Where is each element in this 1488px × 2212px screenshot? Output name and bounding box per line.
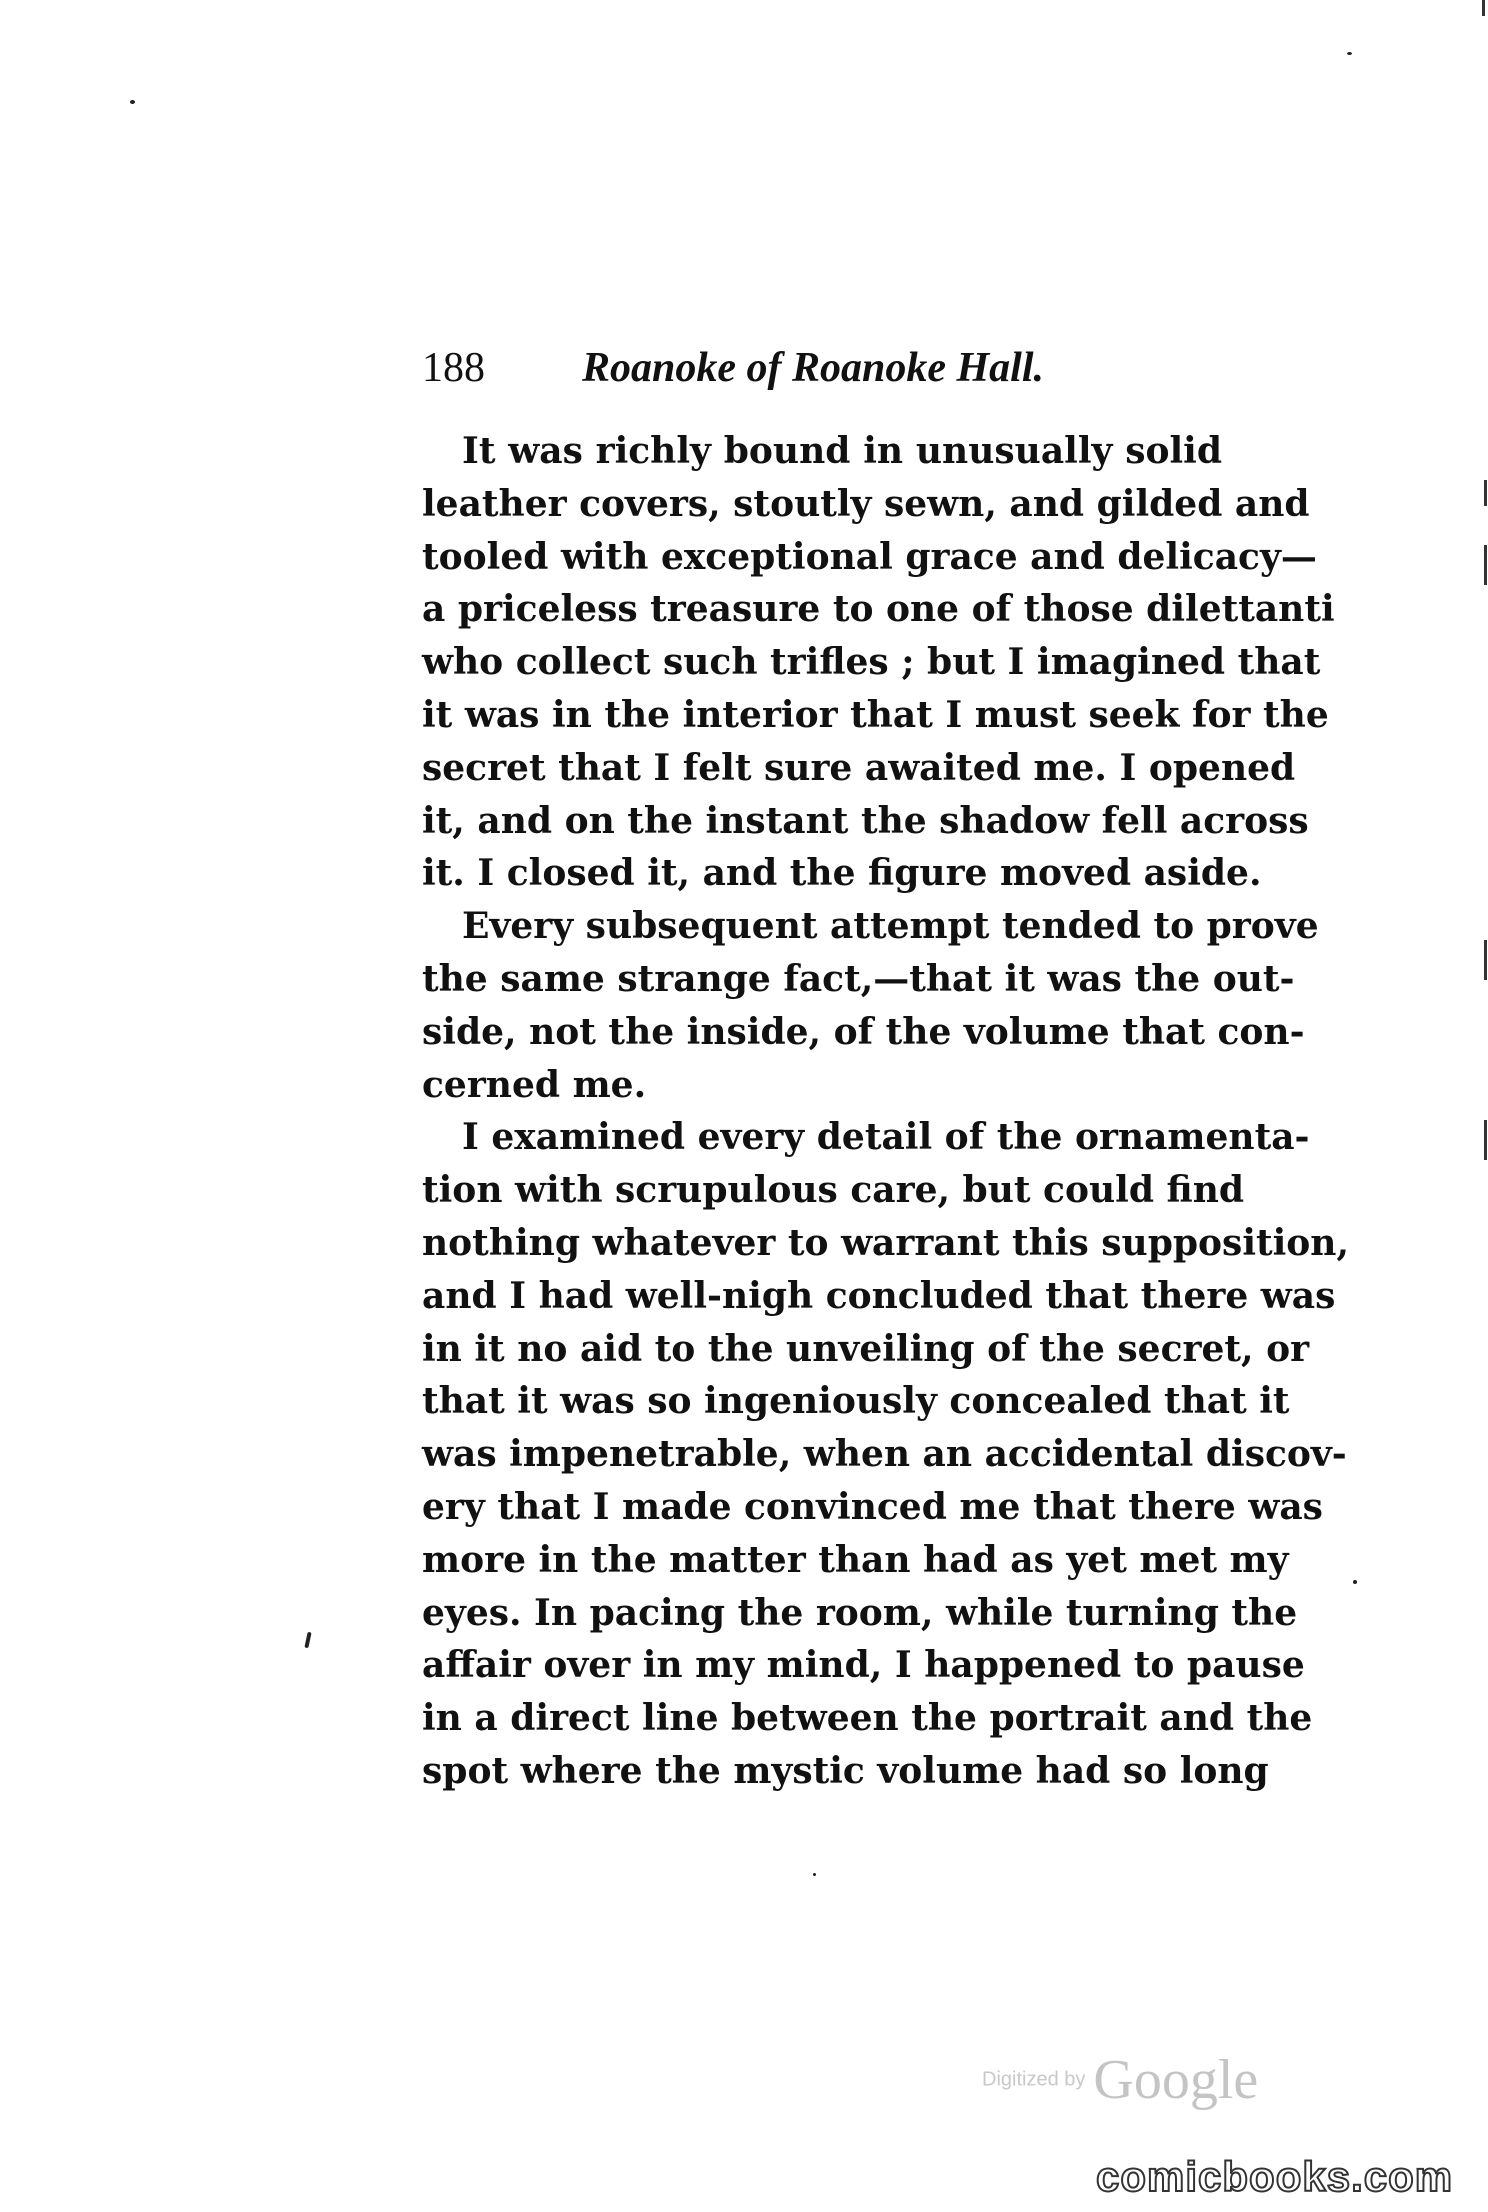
text-line: ery that I made convinced me that there was	[422, 1485, 1323, 1528]
text-line: nothing whatever to warrant this supposition,	[422, 1221, 1350, 1264]
source-watermark: comicbooks.com	[1096, 2153, 1454, 2200]
scan-speck	[1347, 52, 1352, 55]
google-logo: Google	[1093, 2049, 1259, 2111]
text-line: I examined every detail of the ornamenta-	[462, 1116, 1310, 1159]
text-line: Every subsequent attempt tended to prove	[462, 905, 1319, 948]
edge-mark	[1484, 480, 1487, 506]
running-head	[422, 338, 1222, 398]
text-line: it. I closed it, and the figure moved aside.	[422, 852, 1262, 895]
body-text	[422, 425, 1350, 1798]
text-line: who collect such trifles ; but I imagined that	[422, 641, 1321, 684]
text-line: tion with scrupulous care, but could find	[422, 1169, 1245, 1212]
page-number: 188	[422, 345, 485, 391]
text-line: cerned me.	[422, 1063, 647, 1106]
text-line: in a direct line between the portrait and the	[422, 1697, 1313, 1740]
scan-speck	[304, 1632, 311, 1648]
edge-mark	[1484, 940, 1487, 980]
digitized-by-google-watermark	[982, 2048, 1302, 2118]
text-line: secret that I felt sure awaited me. I opened	[422, 746, 1296, 789]
text-line: side, not the inside, of the volume that con-	[422, 1010, 1305, 1053]
text-line: tooled with exceptional grace and delicacy—	[422, 535, 1317, 578]
scan-speck	[813, 1873, 816, 1876]
text-line: more in the matter than had as yet met my	[422, 1538, 1289, 1581]
edge-mark	[1484, 1120, 1487, 1160]
text-line: and I had well-nigh concluded that there was	[422, 1274, 1336, 1317]
text-line: spot where the mystic volume had so long	[422, 1749, 1269, 1792]
edge-mark	[1484, 545, 1487, 585]
text-line: the same strange fact,—that it was the out-	[422, 957, 1295, 1000]
text-line: a priceless treasure to one of those dilettanti	[422, 588, 1335, 631]
text-line: was impenetrable, when an accidental discov-	[422, 1433, 1347, 1476]
text-line: leather covers, stoutly sewn, and gilded and	[422, 482, 1310, 525]
text-line: affair over in my mind, I happened to pause	[422, 1644, 1305, 1687]
text-line: that it was so ingeniously concealed that it	[422, 1380, 1290, 1423]
text-line: it was in the interior that I must seek for the	[422, 693, 1329, 736]
digitized-label: Digitized by	[982, 2068, 1086, 2091]
text-line: it, and on the instant the shadow fell across	[422, 799, 1309, 842]
text-line: in it no aid to the unveiling of the secret, or	[422, 1327, 1310, 1370]
text-line: eyes. In pacing the room, while turning the	[422, 1591, 1298, 1634]
edge-mark	[1482, 0, 1485, 16]
text-line: It was richly bound in unusually solid	[462, 430, 1222, 472]
running-title: Roanoke of Roanoke Hall.	[582, 345, 1045, 391]
scan-speck	[130, 100, 135, 104]
scan-speck	[1353, 1580, 1357, 1584]
